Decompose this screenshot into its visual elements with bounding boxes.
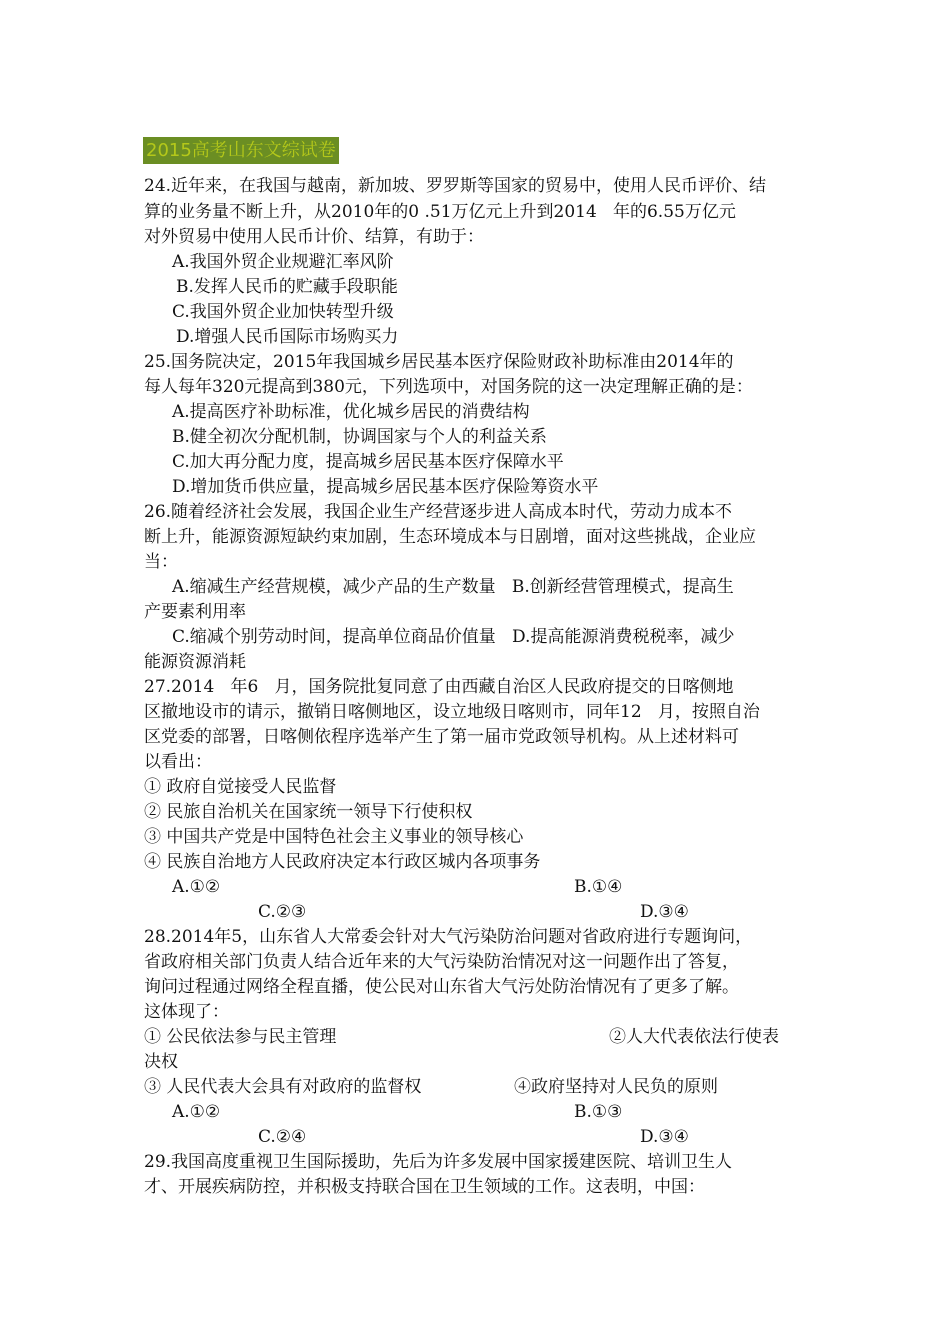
q28-item-1: ① 公民依法参与民主管理 [144,1027,337,1047]
q25-option-a: A.提高医疗补助标准，优化城乡居民的消费结构 [172,402,530,422]
q27-stem-line-1: 27.2014 年6 月，国务院批复同意了由西藏自治区人民政府提交的日喀侧地 [144,677,734,697]
q28-stem-line-1: 28.2014年5，山东省人大常委会针对大气污染防治问题对省政府进行专题询问， [144,927,753,947]
q24-option-b: B.发挥人民币的贮藏手段职能 [176,277,398,297]
q27-stem-line-4: 以看出： [144,752,212,772]
q26-stem-line-3: 当： [144,552,178,572]
q25-option-d: D.增加货币供应量，提高城乡居民基本医疗保险筹资水平 [172,477,599,497]
q24-option-c: C.我国外贸企业加快转型升级 [172,302,394,322]
q28-option-b: B.①③ [574,1102,623,1122]
q27-option-c: C.②③ [258,902,307,922]
q29-stem-line-1: 29.我国高度重视卫生国际援助，先后为许多发展中国家援建医院、培训卫生人 [144,1152,733,1172]
exam-title: 2015高考山东文综试卷 [143,137,339,164]
q24-option-a: A.我国外贸企业规避汇率风阶 [172,252,394,272]
q28-stem-line-3: 询问过程通过网络全程直播，使公民对山东省大气污处防治情况有了更多了解。 [144,977,739,997]
q28-stem-line-4: 这体现了： [144,1002,229,1022]
q27-item-4: ④ 民族自治地方人民政府决定本行政区城内各项事务 [144,852,541,872]
q27-option-b: B.①④ [574,877,623,897]
q28-item-2-cont: 决权 [144,1052,178,1072]
q28-option-c: C.②④ [258,1127,307,1147]
q25-option-c: C.加大再分配力度，提高城乡居民基本医疗保障水平 [172,452,564,472]
q26-options-ab: A.缩减生产经营规模，减少产品的生产数量 B.创新经营管理模式，提高生 [172,577,734,597]
q26-options-cd-cont: 能源资源消耗 [144,652,246,672]
q26-stem-line-2: 断上升，能源资源短缺约束加剧，生态环境成本与日剧增，面对这些挑战，企业应 [144,527,756,547]
q24-stem-line-3: 对外贸易中使用人民币计价、结算，有助于： [144,227,484,247]
q28-stem-line-2: 省政府相关部门负责人结合近年来的大气污染防治情况对这一问题作出了答复， [144,952,739,972]
q24-stem-line-2: 算的业务量不断上升，从2010年的0 .51万亿元上升到2014 年的6.55万亿元 [144,202,736,222]
q27-stem-line-3: 区党委的部署，日喀侧依程序选举产生了第一届市党政领导机构。从上述材料可 [144,727,739,747]
q25-option-b: B.健全初次分配机制，协调国家与个人的利益关系 [172,427,547,447]
q27-item-3: ③ 中国共产党是中国特色社会主义事业的领导核心 [144,827,524,847]
q28-item-4: ④政府坚持对人民负的原则 [514,1077,718,1097]
q27-option-a: A.①② [172,877,221,897]
q27-item-1: ① 政府自觉接受人民监督 [144,777,337,797]
q29-stem-line-2: 才、开展疾病防控，并积极支持联合国在卫生领域的工作。这表明，中国： [144,1177,705,1197]
q28-option-d: D.③④ [640,1127,689,1147]
q26-options-cd: C.缩减个别劳动时间，提高单位商品价值量 D.提高能源消费税税率，减少 [172,627,735,647]
q27-stem-line-2: 区撤地设市的请示，撤销日喀侧地区，设立地级日喀则市，同年12 月，按照自治 [144,702,760,722]
q27-item-2: ② 民旅自治机关在国家统一领导下行使积权 [144,802,473,822]
q28-option-a: A.①② [172,1102,221,1122]
q26-options-ab-cont: 产要素利用率 [144,602,246,622]
q25-stem-line-2: 每人每年320元提高到380元，下列选项中，对国务院的这一决定理解正确的是： [144,377,753,397]
q27-option-d: D.③④ [640,902,689,922]
q25-stem-line-1: 25.国务院决定，2015年我国城乡居民基本医疗保险财政补助标准由2014年的 [144,352,734,372]
q26-stem-line-1: 26.随着经济社会发展，我国企业生产经营逐步进人高成本时代，劳动力成本不 [144,502,733,522]
q28-item-3: ③ 人民代表大会具有对政府的监督权 [144,1077,422,1097]
q28-item-2: ②人大代表依法行使表 [609,1027,779,1047]
q24-stem-line-1: 24.近年来，在我国与越南，新加坡、罗罗斯等国家的贸易中，使用人民币评价、结 [144,176,767,196]
q24-option-d: D.增强人民币国际市场购买力 [176,327,399,347]
